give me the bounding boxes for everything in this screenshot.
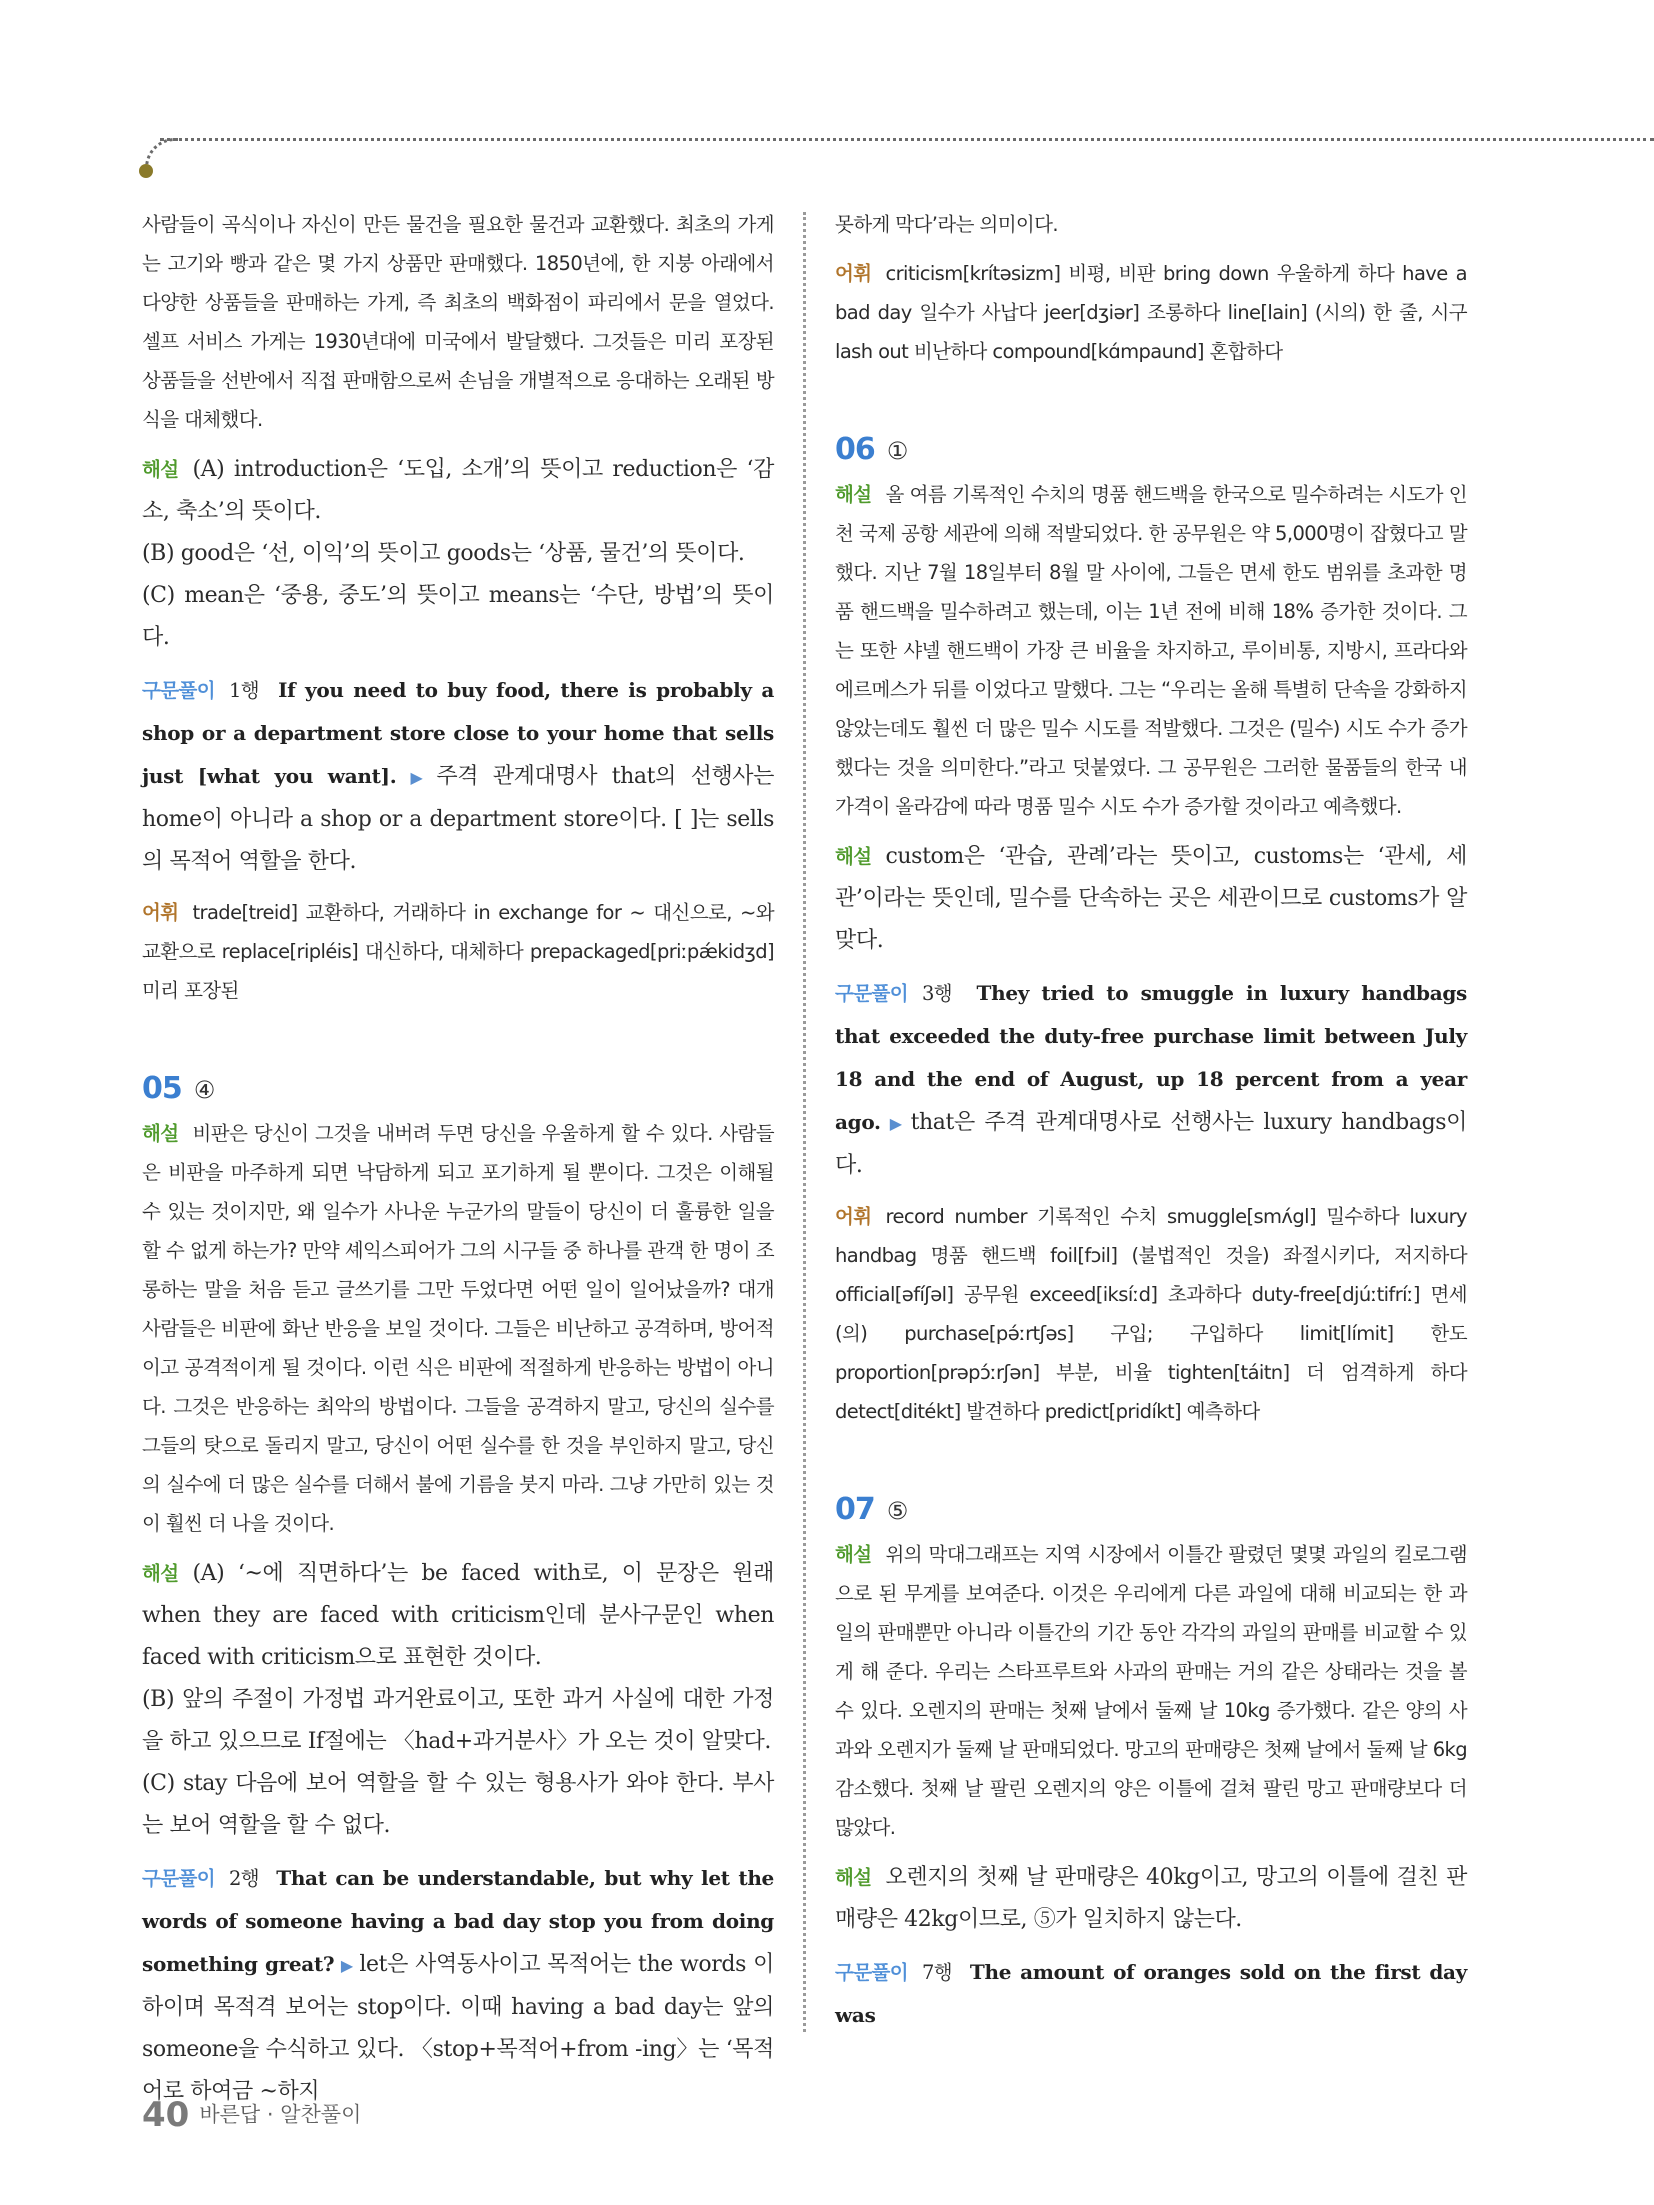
right-column — [835, 205, 1467, 2037]
q05-syntax-block: 구문풀이 2행 That can be understandable, but why let the words of someone having a bad day stop you from doing something great? ▶ let은 사역동사이고 목적어는 the words 이하이며 목적격 보어는 stop이다. 이때 having a bad day는 앞의 someone을 수식하고 있다. 〈stop+목적어+from -ing〉는 ‘목적어로 하여금 ~하지 — [142, 1866, 775, 2104]
q06-vocab-block: 어휘 record number 기록적인 수치 smuggle[smʌ́gl] 밀수하다 luxury handbag 명품 핸드백 foil[fɔil] (불법적인 것을) 좌절시키다, 저지하다 official[əfíʃəl] 공무원 exceed[iksíːd] 초과하다 duty-free[djúːtifríː] 면세(의) purchase[pə́ːrtʃəs] 구입; 구입하다 limit[límit] 한도 proportion[prəpɔ́ːrʃən] 부분, 비율 tighten[táitn] 더 엄격하게 하다 detect[ditékt] 발견하다 predict[pridíkt] 예측하다 — [835, 1205, 1467, 1423]
q07-syntax-block: 구문풀이 7행 The amount of oranges sold on the first day was — [835, 1960, 1468, 2027]
arrow-icon: ▶ — [402, 768, 431, 787]
q05-explanation-a: 해설 (A) ‘~에 직면하다’는 be faced with로, 이 문장은 원래 when they are faced with criticism인데 분사구문인 when faced with criticism으로 표현한 것이다. — [142, 1561, 774, 1670]
q05-continued: 못하게 막다’라는 의미이다. — [835, 213, 1059, 236]
translation-label: 해설 — [835, 483, 872, 506]
book-title: 바른답 · 알찬풀이 — [199, 2102, 362, 2127]
top-dotted-rule — [160, 138, 1654, 141]
q05-translation: 해설 비판은 당신이 그것을 내버려 두면 당신을 우울하게 할 수 있다. 사람들은 비판을 마주하게 되면 낙담하게 되고 포기하게 될 뿐이다. 그것은 이해될 수 있는 것이지만, 왜 일수가 사나운 누군가의 말들이 당신이 더 훌륭한 일을 할 수 없게 하는가? 만약 셰익스피어가 그의 시구들 중 하나를 관객 한 명이 조롱하는 말을 처음 듣고 글쓰기를 그만 두었다면 어떤 일이 일어났을까? 대개 사람들은 비판에 화난 반응을 보일 것이다. 그들은 비난하고 공격하며, 방어적이고 공격적이게 될 것이다. 이런 식은 비판에 적절하게 반응하는 방법이 아니다. 그것은 반응하는 최악의 방법이다. 그들을 공격하지 말고, 당신의 실수를 그들의 탓으로 돌리지 말고, 당신이 어떤 실수를 한 것을 부인하지 말고, 당신의 실수에 더 많은 실수를 더해서 불에 기름을 붓지 마라. 그냥 가만히 있는 것이 훨씬 더 나을 것이다. — [142, 1122, 774, 1535]
q05-explanation-c: (C) stay 다음에 보어 역할을 할 수 있는 형용사가 와야 한다. 부사는 보어 역할을 할 수 없다. — [142, 1771, 774, 1838]
question-07-header — [835, 1489, 1467, 1535]
question-05-header — [142, 1068, 774, 1114]
syntax-note: that은 주격 관계대명사로 선행사는 luxury handbags이다. — [835, 1110, 1467, 1178]
syntax-label: 구문풀이 — [142, 1867, 215, 1890]
explanation-label: 해설 — [835, 845, 872, 868]
explanation-label: 해설 — [142, 1562, 179, 1585]
q07-explanation: 해설 오렌지의 첫째 날 판매량은 40kg이고, 망고의 이틀에 걸친 판매량은 42kg이므로, ⑤가 일치하지 않는다. — [835, 1865, 1467, 1932]
question-number: 05 — [142, 1071, 182, 1106]
question-06-header — [835, 429, 1467, 475]
explanation-line-a: 해설 (A) introduction은 ‘도입, 소개’의 뜻이고 reduction은 ‘감소, 축소’의 뜻이다. — [142, 457, 774, 524]
page-number: 40 — [142, 2094, 190, 2135]
vocab-label: 어휘 — [142, 901, 179, 924]
q07-translation: 해설 위의 막대그래프는 지역 시장에서 이틀간 팔렸던 몇몇 과일의 킬로그램으로 된 무게를 보여준다. 이것은 우리에게 다른 과일에 대해 비교되는 한 과일의 판매뿐만 아니라 이틀간의 기간 동안 각각의 과일의 판매를 비교할 수 있게 해 준다. 우리는 스타프루트와 사과의 판매는 거의 같은 상태라는 것을 볼 수 있다. 오렌지의 판매는 첫째 날에서 둘째 날 10kg 증가했다. 같은 양의 사과와 오렌지가 둘째 날 판매되었다. 망고의 판매량은 첫째 날에서 둘째 날 6kg 감소했다. 첫째 날 팔린 오렌지의 양은 이틀에 걸쳐 팔린 망고 판매량보다 더 많았다. — [835, 1543, 1467, 1839]
syntax-label: 구문풀이 — [835, 982, 908, 1005]
vocab-label: 어휘 — [835, 262, 872, 285]
syntax-sentence: The amount of oranges sold on the first day was — [835, 1960, 1468, 2027]
q06-explanation: 해설 custom은 ‘관습, 관례’라는 뜻이고, customs는 ‘관세, 세관’이라는 뜻인데, 밀수를 단속하는 곳은 세관이므로 customs가 알맞다. — [835, 844, 1467, 953]
explanation-line-b: (B) good은 ‘선, 이익’의 뜻이고 goods는 ‘상품, 물건’의 뜻이다. — [142, 541, 745, 566]
translation-label: 해설 — [142, 1122, 179, 1145]
vocab-label: 어휘 — [835, 1205, 872, 1228]
column-divider — [803, 212, 806, 2032]
bullet-dot — [139, 164, 153, 178]
question-number: 07 — [835, 1492, 875, 1527]
page-footer — [142, 2094, 361, 2134]
answer-symbol: ④ — [193, 1076, 216, 1104]
syntax-sentence: That can be understandable, but why let the words of someone having a bad day stop you from doing something great? — [142, 1866, 774, 1976]
syntax-note: 주격 관계대명사 that의 선행사는 home이 아니라 a shop or a department store이다. [ ]는 sells의 목적어 역할을 한다. — [142, 764, 774, 874]
arrow-icon: ▶ — [886, 1114, 905, 1133]
answer-symbol: ① — [886, 437, 909, 465]
vocab-block: 어휘 trade[treid] 교환하다, 거래하다 in exchange for ~ 대신으로, ~와 교환으로 replace[ripléis] 대신하다, 대체하다 prepackaged[priːpǽkidʒd] 미리 포장된 — [142, 901, 774, 1002]
q05-vocab-block: 어휘 criticism[krítəsizm] 비평, 비판 bring down 우울하게 하다 have a bad day 일수가 사납다 jeer[dʒiər] 조롱하다 line[lain] (시의) 한 줄, 시구 lash out 비난하다 compound[kɑ́mpaund] 혼합하다 — [835, 262, 1467, 363]
answer-symbol: ⑤ — [886, 1497, 909, 1525]
syntax-label: 구문풀이 — [142, 679, 215, 702]
translation-label: 해설 — [835, 1543, 872, 1566]
q05-explanation-block — [142, 1553, 774, 1847]
syntax-label: 구문풀이 — [835, 1961, 908, 1984]
explanation-label: 해설 — [142, 458, 179, 481]
intro-translation: 사람들이 곡식이나 자신이 만든 물건을 필요한 물건과 교환했다. 최초의 가게는 고기와 빵과 같은 몇 가지 상품만 판매했다. 1850년에, 한 지붕 아래에서 다양한 상품들을 판매하는 가게, 즉 최초의 백화점이 파리에서 문을 열었다. 셀프 서비스 가게는 1930년대에 미국에서 발달했다. 그것들은 미리 포장된 상품들을 선반에서 직접 판매함으로써 손님을 개별적으로 응대하는 오래된 방식을 대체했다. — [142, 213, 774, 431]
explanation-line-c: (C) mean은 ‘중용, 중도’의 뜻이고 means는 ‘수단, 방법’의 뜻이다. — [142, 583, 774, 650]
explanation-label: 해설 — [835, 1866, 872, 1889]
q06-translation: 해설 올 여름 기록적인 수치의 명품 핸드백을 한국으로 밀수하려는 시도가 인천 국제 공항 세관에 의해 적발되었다. 한 공무원은 약 5,000명이 잡혔다고 말했다. 지난 7월 18일부터 8월 말 사이에, 그들은 면세 한도 범위를 초과한 명품 핸드백을 밀수하려고 했는데, 이는 1년 전에 비해 18% 증가한 것이다. 그는 또한 샤넬 핸드백이 가장 큰 비율을 차지하고, 루이비통, 지방시, 프라다와 에르메스가 뒤를 이었다고 말했다. 그는 “우리는 올해 특별히 단속을 강화하지 않았는데도 훨씬 더 많은 밀수 시도를 적발했다. 그것은 (밀수) 시도 수가 증가했다는 것을 의미한다.”라고 덧붙였다. 그 공무원은 그러한 물품들의 한국 내 가격이 올라감에 따라 명품 밀수 시도 수가 증가할 것이라고 예측했다. — [835, 483, 1467, 818]
question-number: 06 — [835, 432, 875, 467]
q06-syntax-block: 구문풀이 3행 They tried to smuggle in luxury handbags that exceeded the duty-free purchase limit between July 18 and the end of August, up 18 percent from a year ago. ▶ that은 주격 관계대명사로 선행사는 luxury handbags이다. — [835, 981, 1468, 1178]
syntax-sentence: They tried to smuggle in luxury handbags that exceeded the duty-free purchase limit between July 18 and the end of August, up 18 percent from a year ago. — [835, 981, 1468, 1134]
syntax-note: let은 사역동사이고 목적어는 the words 이하이며 목적격 보어는 stop이다. 이때 having a bad day는 앞의 someone을 수식하고 있다. 〈stop+목적어+from -ing〉는 ‘목적어로 하여금 ~하지 — [142, 1952, 775, 2104]
arrow-icon: ▶ — [340, 1956, 354, 1975]
syntax-sentence: If you need to buy food, there is probably a shop or a department store close to your home that sells just [what you want]. — [142, 678, 775, 788]
q05-explanation-b: (B) 앞의 주절이 가정법 과거완료이고, 또한 과거 사실에 대한 가정을 하고 있으므로 If절에는 〈had+과거분사〉가 오는 것이 알맞다. — [142, 1687, 774, 1754]
explanation-block — [142, 449, 774, 659]
left-column — [142, 205, 774, 2113]
syntax-block: 구문풀이 1행 If you need to buy food, there is probably a shop or a department store close to your home that sells just [what you want]. ▶ 주격 관계대명사 that의 선행사는 home이 아니라 a shop or a department store이다. [ ]는 sells의 목적어 역할을 한다. — [142, 678, 775, 874]
